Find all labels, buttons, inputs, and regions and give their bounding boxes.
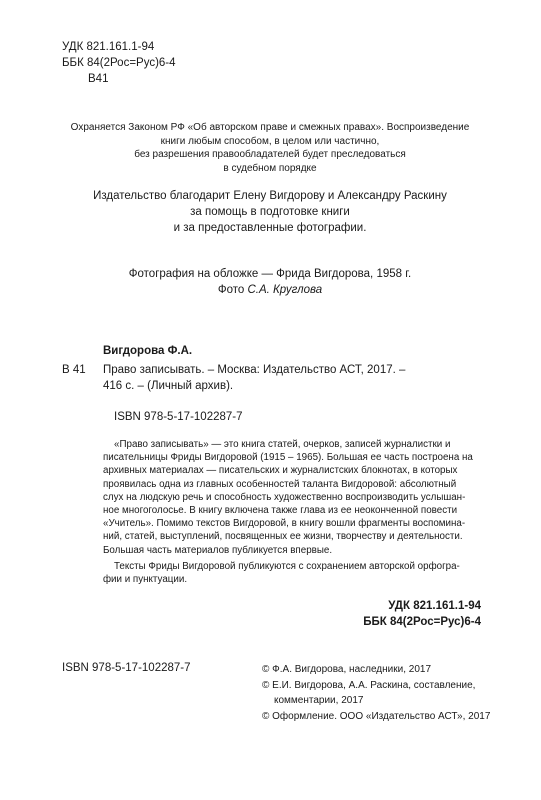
annotation-line: «Учитель». Помимо текстов Вигдоровой, в книгу вошли фрагменты воспомина- — [103, 518, 466, 530]
catalog-title-line: Право записывать. – Москва: Издательство АСТ, 2017. – — [103, 364, 406, 376]
header-codes — [62, 39, 176, 87]
udk-code: УДК 821.161.1-94 — [62, 41, 155, 53]
catalog-mark: В 41 — [62, 364, 86, 376]
rights-line: комментарии, 2017 — [274, 695, 364, 706]
copyright-line: в судебном порядке — [223, 162, 317, 174]
annotation-line: писательницы Фриды Вигдоровой (1915 – 1965). Большая ее часть построена на — [103, 452, 473, 464]
note-line: Тексты Фриды Вигдоровой публикуются с сохранением авторской орфогра- — [114, 561, 460, 572]
annotation-line: архивных материалах — писательских и журналистских блокнотах, в которых — [103, 465, 458, 477]
annotation-line: Большая часть материалов публикуется впервые. — [103, 544, 333, 556]
acknowledgement-line: и за предоставленные фотографии. — [173, 222, 367, 234]
note-line: фии и пунктуации. — [103, 574, 188, 586]
annotation-line: ное многоголосье. В книгу включена также глава из ее неоконченной повести — [103, 505, 458, 517]
bbk-code: ББК 84(2Рос=Рус)6-4 — [62, 57, 176, 69]
acknowledgement — [40, 188, 500, 236]
catalog-author: Вигдорова Ф.А. — [103, 345, 193, 357]
footer-rights — [262, 662, 490, 724]
rights-line: © Ф.А. Вигдорова, наследники, 2017 — [262, 664, 432, 675]
copyright-line: книги любым способом, в целом или частично, — [160, 135, 380, 147]
catalog-title-line: 416 с. – (Личный архив). — [103, 380, 234, 392]
catalog-udk-code: УДК 821.161.1-94 — [388, 600, 481, 612]
footer-isbn: ISBN 978-5-17-102287-7 — [62, 662, 191, 674]
copyright-line: Охраняется Законом РФ «Об авторском праве и смежных правах». Воспроизведение — [70, 122, 470, 133]
annotation-line: проявилась одна из главных особенностей таланта Вигдоровой: абсолютный — [103, 478, 457, 490]
cover-photo-line: Фотография на обложке — Фрида Вигдорова, 1958 г. — [128, 268, 412, 280]
catalog-codes — [363, 598, 481, 630]
catalog-annotation — [103, 438, 473, 557]
catalog-isbn: ISBN 978-5-17-102287-7 — [114, 411, 243, 423]
annotation-line: ний, статей, выступлений, посвященных ее жизни, творчеству и деятельности. — [103, 531, 463, 543]
photographer-name: С.А. Круглова — [247, 284, 323, 296]
rights-line: © Е.И. Вигдорова, А.А. Раскина, составление, — [262, 679, 476, 691]
acknowledgement-line: Издательство благодарит Елену Вигдорову и Александру Раскину — [93, 190, 447, 202]
author-mark: В41 — [88, 73, 109, 85]
catalog-bbk-code: ББК 84(2Рос=Рус)6-4 — [363, 616, 481, 628]
photo-prefix: Фото — [217, 284, 248, 296]
annotation-line: слух на людскую речь и способность художественно воспроизводить услышан- — [103, 491, 466, 503]
copyright-notice — [40, 121, 500, 175]
annotation-line: «Право записывать» — это книга статей, очерков, записей журналистки и — [114, 439, 451, 450]
catalog-title — [103, 362, 405, 394]
photographer-line — [40, 282, 500, 298]
copyright-line: без разрешения правообладателей будет преследоваться — [134, 149, 406, 160]
rights-line: © Оформление. ООО «Издательство АСТ», 2017 — [262, 710, 491, 722]
acknowledgement-line: за помощь в подготовке книги — [190, 206, 350, 218]
catalog-note — [103, 560, 460, 586]
cover-photo-credit — [40, 266, 500, 298]
